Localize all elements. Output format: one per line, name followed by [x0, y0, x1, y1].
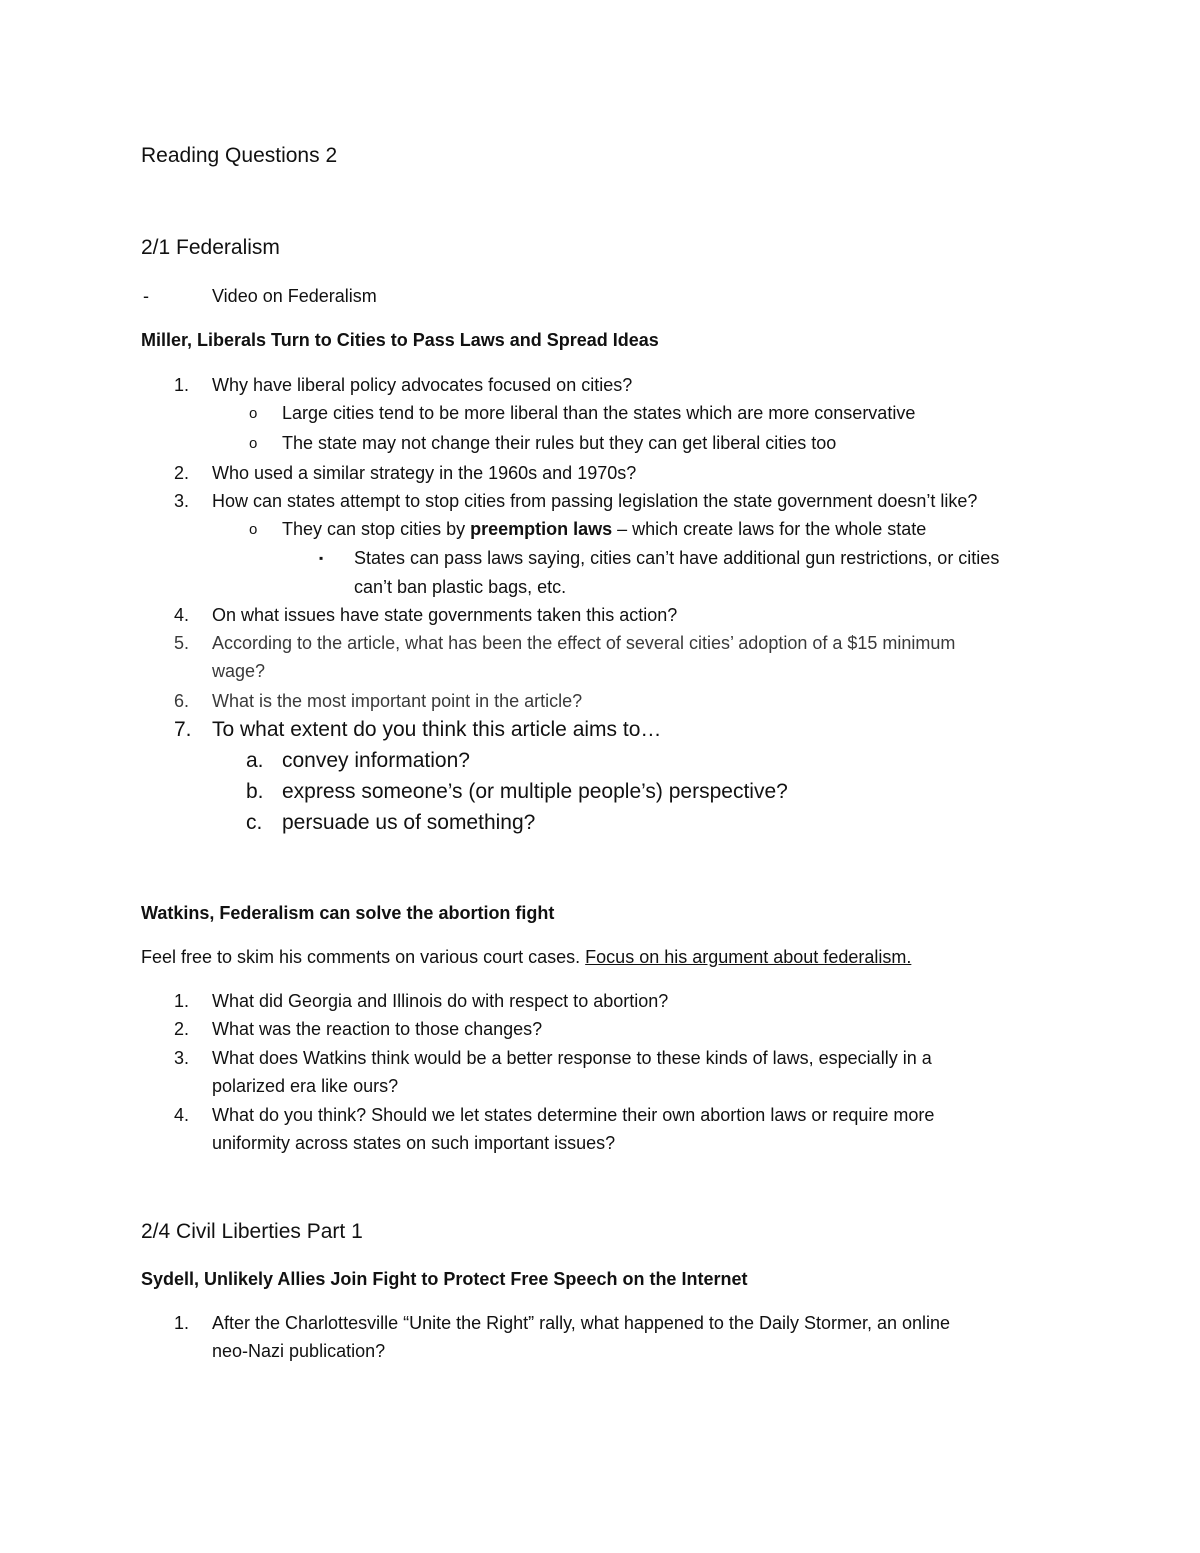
bold-term: preemption laws	[470, 519, 613, 539]
question-number: 3.	[174, 1048, 190, 1068]
question-text-line1: What do you think? Should we let states determine their own abortion laws or require more	[212, 1105, 935, 1125]
article-title-miller: Miller, Liberals Turn to Cities to Pass Laws and Spread Ideas	[141, 330, 659, 350]
sub-question-text: convey information?	[282, 749, 470, 772]
sub-question-text: express someone’s (or multiple people’s) perspective?	[282, 780, 788, 803]
question-number: 2.	[174, 1019, 190, 1039]
question-text-line2: uniformity across states on such important issues?	[212, 1133, 616, 1153]
sub-question-letter: b.	[246, 780, 264, 803]
question-number: 1.	[174, 991, 190, 1011]
sub-question-text: persuade us of something?	[282, 811, 536, 834]
question-number: 2.	[174, 463, 190, 483]
square-bullet-marker: ▪	[319, 551, 324, 565]
sub-bullet-marker: o	[249, 435, 258, 452]
section-heading-federalism: 2/1 Federalism	[141, 236, 280, 259]
question-number: 6.	[174, 691, 190, 711]
question-text: To what extent do you think this article aims to…	[212, 718, 662, 741]
question-number: 7.	[174, 718, 192, 741]
question-text-line1: According to the article, what has been the effect of several cities’ adoption of a $15 minimum	[212, 633, 956, 653]
answer-text: They can stop cities by preemption laws – which create laws for the whole state	[282, 519, 927, 539]
question-number: 1.	[174, 1313, 190, 1333]
question-text-line2: polarized era like ours?	[212, 1076, 399, 1096]
question-text-line2: wage?	[212, 661, 266, 681]
question-text-line1: After the Charlottesville “Unite the Right” rally, what happened to the Daily Stormer, an online	[212, 1313, 951, 1333]
sub-bullet-marker: o	[249, 521, 258, 538]
sub-question-letter: a.	[246, 749, 264, 772]
watkins-intro: Feel free to skim his comments on various court cases. Focus on his argument about federalism.	[141, 947, 912, 967]
answer-text-line1: States can pass laws saying, cities can’t have additional gun restrictions, or cities	[354, 548, 1000, 568]
article-title-sydell: Sydell, Unlikely Allies Join Fight to Protect Free Speech on the Internet	[141, 1269, 748, 1289]
sub-question-letter: c.	[246, 811, 263, 834]
bullet-marker: -	[143, 286, 149, 306]
question-number: 5.	[174, 633, 190, 653]
sub-bullet-marker: o	[249, 405, 258, 422]
question-text: What was the reaction to those changes?	[212, 1019, 543, 1039]
question-number: 4.	[174, 1105, 190, 1125]
question-text: What did Georgia and Illinois do with respect to abortion?	[212, 991, 669, 1011]
question-text-line1: What does Watkins think would be a better response to these kinds of laws, especially in a	[212, 1048, 932, 1068]
document-title: Reading Questions 2	[141, 144, 338, 167]
question-text-line2: neo-Nazi publication?	[212, 1341, 386, 1361]
underlined-instruction: Focus on his argument about federalism.	[585, 947, 912, 967]
question-text: Why have liberal policy advocates focused on cities?	[212, 375, 633, 395]
answer-text: Large cities tend to be more liberal than the states which are more conservative	[282, 403, 916, 423]
section-heading-civil-liberties: 2/4 Civil Liberties Part 1	[141, 1220, 363, 1243]
article-title-watkins: Watkins, Federalism can solve the abortion fight	[141, 903, 555, 923]
question-text: Who used a similar strategy in the 1960s and 1970s?	[212, 463, 637, 483]
answer-text: The state may not change their rules but they can get liberal cities too	[282, 433, 837, 453]
question-number: 1.	[174, 375, 190, 395]
question-number: 4.	[174, 605, 190, 625]
question-text: What is the most important point in the article?	[212, 691, 583, 711]
bullet-video-federalism: Video on Federalism	[212, 286, 377, 306]
answer-text-line2: can’t ban plastic bags, etc.	[354, 577, 567, 597]
question-number: 3.	[174, 491, 190, 511]
question-text: On what issues have state governments taken this action?	[212, 605, 678, 625]
question-text: How can states attempt to stop cities from passing legislation the state government doesn’t like?	[212, 491, 978, 511]
